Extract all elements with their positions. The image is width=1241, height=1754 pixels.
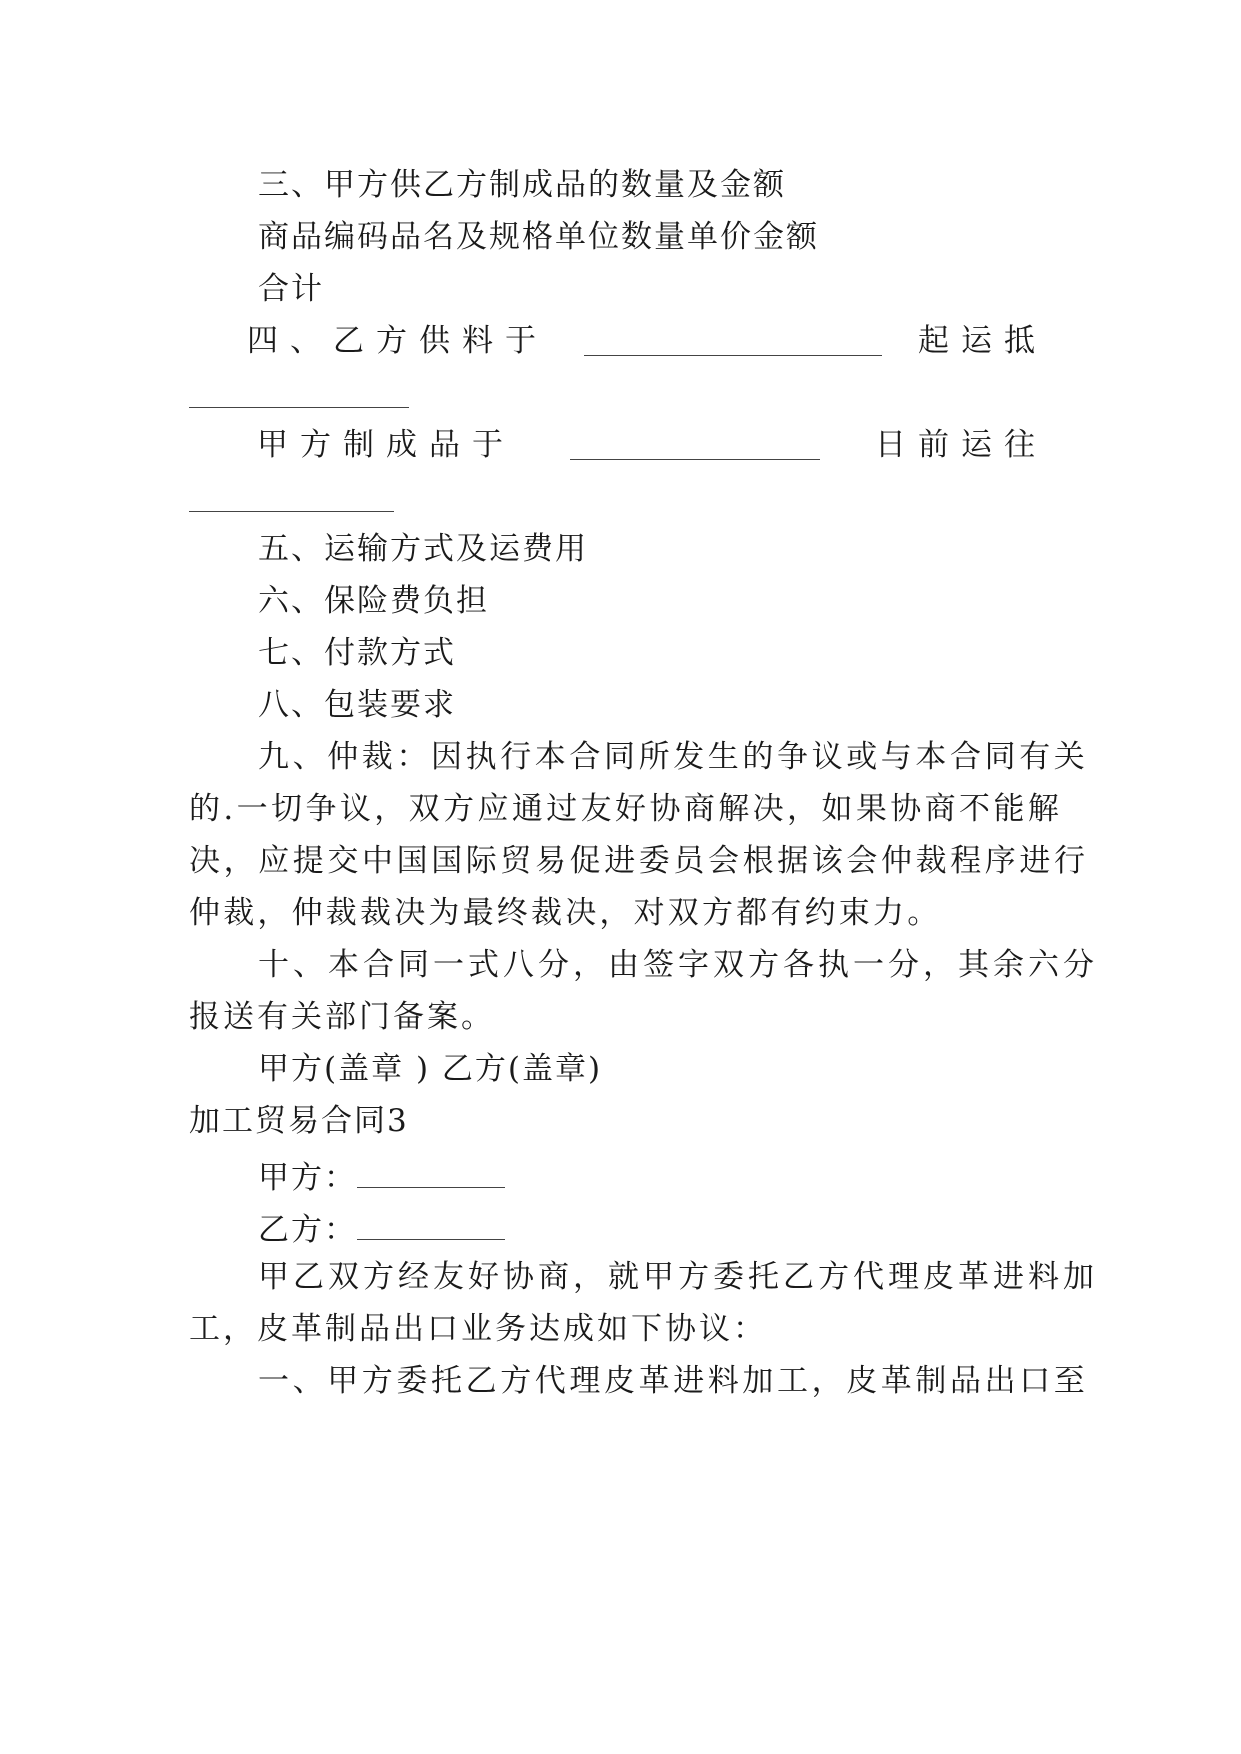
contract-title: 加工贸易合同3 bbox=[189, 1103, 409, 1139]
signature-line: 甲方(盖章 ) 乙方(盖章) bbox=[258, 1051, 603, 1087]
agreement-paragraph: 甲乙双方经友好协商，就甲方委托乙方代理皮革进料加 bbox=[258, 1259, 1098, 1295]
blank-line bbox=[189, 373, 409, 418]
blank-field bbox=[357, 1205, 505, 1240]
party-a-line bbox=[258, 1153, 505, 1198]
section-10-paragraph: 十、本合同一式八分，由签字双方各执一分，其余六分 bbox=[258, 947, 1098, 983]
section-4-line bbox=[189, 321, 1047, 361]
section-9-paragraph: 仲裁，仲裁裁决为最终裁决，对双方都有约束力。 bbox=[189, 895, 942, 931]
section-9-paragraph: 决，应提交中国国际贸易促进委员会根据该会仲裁程序进行 bbox=[189, 843, 1089, 879]
section-9-paragraph: 九、仲裁：因执行本合同所发生的争议或与本合同有关 bbox=[258, 739, 1089, 775]
section-4-text-end: 起运抵 bbox=[918, 323, 1047, 359]
party-b-label: 乙方： bbox=[258, 1212, 357, 1248]
clause-1-paragraph: 一、甲方委托乙方代理皮革进料加工，皮革制品出口至 bbox=[258, 1363, 1089, 1399]
section-3-heading: 三、甲方供乙方制成品的数量及金额 bbox=[258, 167, 786, 203]
finished-goods-text: 甲方制成品于 bbox=[257, 427, 515, 463]
section-9-paragraph: 的.一切争议，双方应通过友好协商解决，如果协商不能解 bbox=[189, 791, 1063, 827]
party-b-line bbox=[258, 1205, 505, 1250]
blank-field bbox=[189, 477, 394, 512]
section-7-heading: 七、付款方式 bbox=[258, 635, 456, 671]
section-10-paragraph: 报送有关部门备案。 bbox=[189, 999, 495, 1035]
agreement-paragraph: 工，皮革制品出口业务达成如下协议： bbox=[189, 1311, 767, 1347]
finished-goods-line bbox=[189, 425, 1047, 465]
blank-field bbox=[570, 425, 820, 460]
table-header-line: 商品编码品名及规格单位数量单价金额 bbox=[258, 219, 819, 255]
blank-field bbox=[584, 321, 882, 356]
blank-field bbox=[357, 1153, 505, 1188]
party-a-label: 甲方： bbox=[258, 1160, 357, 1196]
section-8-heading: 八、包装要求 bbox=[258, 687, 456, 723]
finished-goods-text-end: 日前运往 bbox=[875, 427, 1047, 463]
section-6-heading: 六、保险费负担 bbox=[258, 583, 489, 619]
total-label: 合计 bbox=[258, 271, 324, 307]
section-4-text: 四、乙方供料于 bbox=[247, 323, 548, 359]
blank-line bbox=[189, 477, 394, 522]
section-5-heading: 五、运输方式及运费用 bbox=[258, 531, 588, 567]
blank-field bbox=[189, 373, 409, 408]
